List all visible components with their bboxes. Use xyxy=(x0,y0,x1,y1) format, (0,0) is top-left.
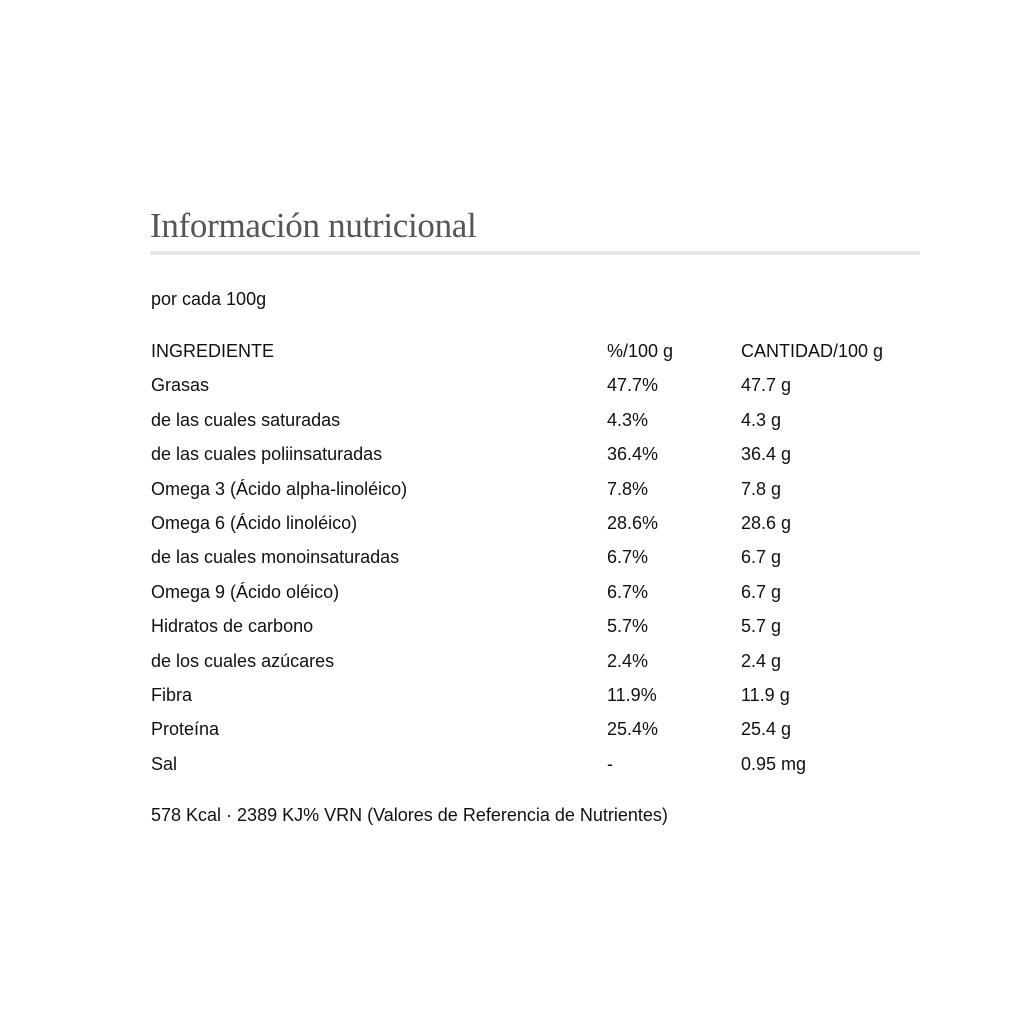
row-percent: 7.8% xyxy=(607,478,649,499)
table-row xyxy=(151,683,921,717)
row-quantity: 0.95 mg xyxy=(741,753,807,774)
column-header-percent: %/100 g xyxy=(607,341,674,361)
row-percent: - xyxy=(607,753,613,774)
row-percent: 6.7% xyxy=(607,581,649,602)
row-name: de las cuales saturadas xyxy=(151,409,341,430)
row-quantity: 2.4 g xyxy=(741,650,782,671)
table-row xyxy=(151,614,921,648)
table-row xyxy=(151,477,921,511)
row-quantity: 7.8 g xyxy=(741,478,782,499)
table-row xyxy=(151,580,921,614)
table-row xyxy=(151,511,921,545)
row-name: Sal xyxy=(151,753,178,774)
table-row xyxy=(151,545,921,579)
table-row xyxy=(151,408,921,442)
table-row xyxy=(151,752,921,786)
table-header-row xyxy=(151,339,921,373)
row-percent: 47.7% xyxy=(607,375,659,396)
energy-note: 578 Kcal · 2389 KJ% VRN (Valores de Referencia de Nutrientes) xyxy=(151,805,668,825)
row-quantity: 25.4 g xyxy=(741,719,792,740)
row-percent: 25.4% xyxy=(607,719,659,740)
row-percent: 6.7% xyxy=(607,547,649,568)
column-header-quantity: CANTIDAD/100 g xyxy=(741,341,884,361)
row-quantity: 47.7 g xyxy=(741,375,792,396)
row-name: Proteína xyxy=(151,719,220,740)
row-quantity: 36.4 g xyxy=(741,444,792,465)
page-title: Información nutricional xyxy=(150,206,477,245)
row-name: Omega 9 (Ácido oléico) xyxy=(151,581,340,602)
table-row xyxy=(151,717,921,751)
row-quantity: 4.3 g xyxy=(741,409,782,430)
row-quantity: 11.9 g xyxy=(741,684,790,705)
row-name: Fibra xyxy=(151,684,193,705)
row-name: de las cuales poliinsaturadas xyxy=(151,444,383,465)
row-quantity: 6.7 g xyxy=(741,581,782,602)
row-percent: 5.7% xyxy=(607,616,649,637)
table-row xyxy=(151,373,921,407)
row-quantity: 28.6 g xyxy=(741,512,792,533)
row-percent: 2.4% xyxy=(607,650,649,671)
row-percent: 4.3% xyxy=(607,409,649,430)
row-name: de los cuales azúcares xyxy=(151,650,335,671)
row-quantity: 5.7 g xyxy=(741,616,782,637)
serving-label: por cada 100g xyxy=(151,289,267,309)
title-divider xyxy=(150,251,920,255)
row-percent: 28.6% xyxy=(607,512,659,533)
table-row xyxy=(151,442,921,476)
row-name: Omega 3 (Ácido alpha-linoléico) xyxy=(151,478,408,499)
row-name: de las cuales monoinsaturadas xyxy=(151,547,400,568)
nutrition-table xyxy=(151,339,921,786)
row-name: Omega 6 (Ácido linoléico) xyxy=(151,512,358,533)
row-name: Grasas xyxy=(151,375,210,396)
row-name: Hidratos de carbono xyxy=(151,616,314,637)
column-header-ingredient: INGREDIENTE xyxy=(151,341,275,361)
row-percent: 11.9% xyxy=(607,684,657,705)
row-quantity: 6.7 g xyxy=(741,547,782,568)
row-percent: 36.4% xyxy=(607,444,659,465)
table-row xyxy=(151,649,921,683)
